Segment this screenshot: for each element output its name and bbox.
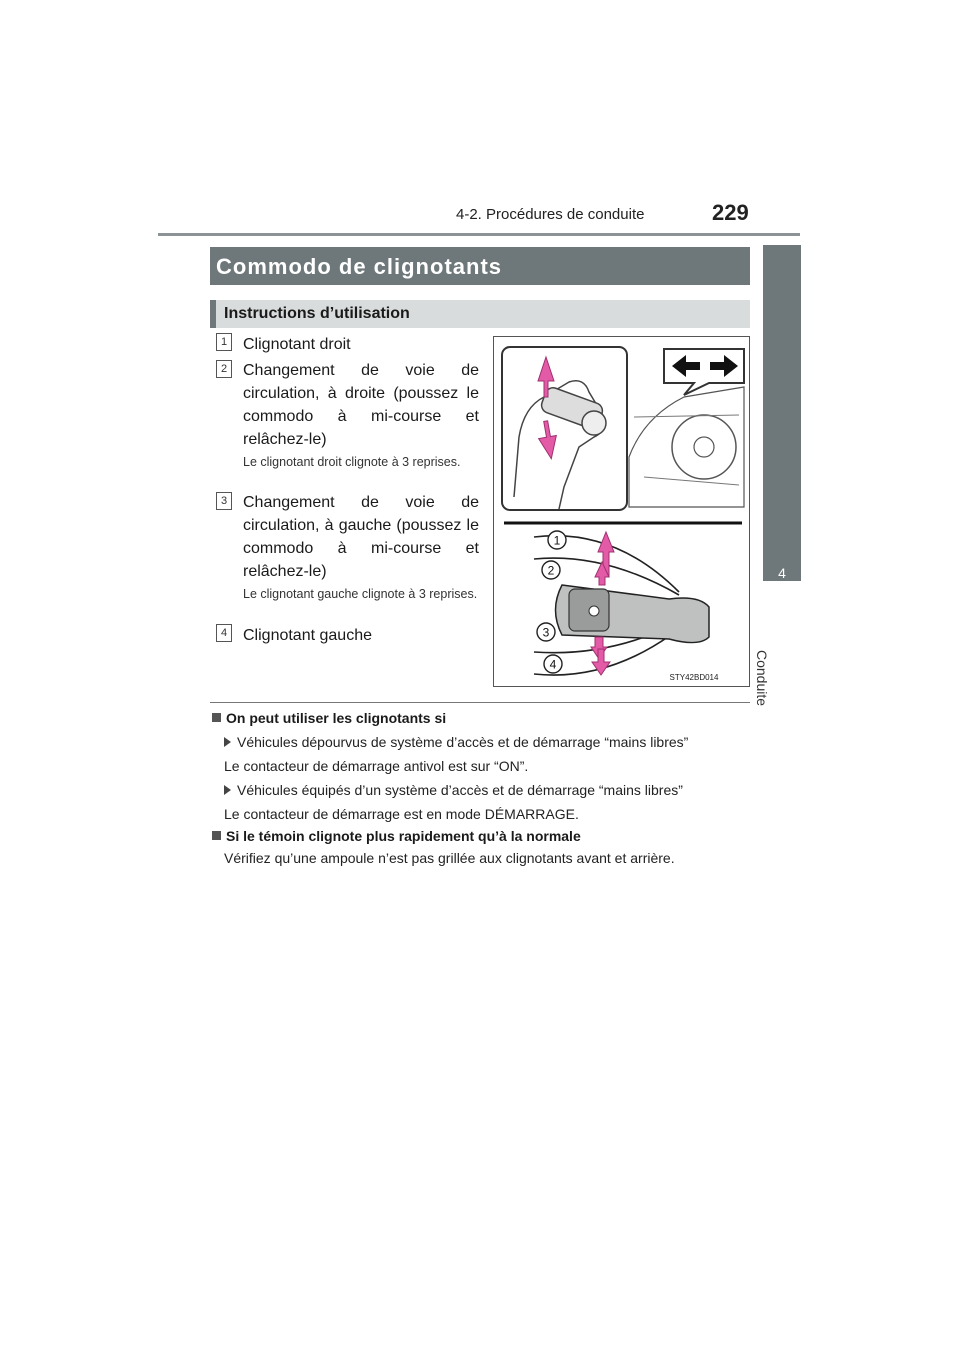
illustration-svg bbox=[494, 337, 749, 686]
note-1-case-1: Véhicules dépourvus de système d’accès et de démarrage “mains libres” bbox=[212, 734, 752, 750]
arrows-callout-box bbox=[664, 349, 744, 395]
item-2-note: Le clignotant droit clignote à 3 reprises. bbox=[243, 455, 461, 469]
item-2-text: Changement de voie de circulation, à droite (poussez le commodo à mi-course et relâchez-le) bbox=[243, 362, 479, 448]
page-number: 229 bbox=[712, 200, 749, 225]
figure-code: STY42BD014 bbox=[669, 673, 719, 682]
chapter-tab bbox=[763, 245, 801, 581]
callout-number-3: 3 bbox=[216, 492, 232, 510]
figure-callout-3-label: 3 bbox=[542, 625, 550, 640]
item-1-text: Clignotant droit bbox=[243, 336, 351, 353]
callout-number-2: 2 bbox=[216, 360, 232, 378]
square-bullet-icon bbox=[212, 831, 221, 840]
note-1-case-2-text: Le contacteur de démarrage est en mode DÉMARRAGE. bbox=[224, 806, 579, 822]
triangle-bullet-icon bbox=[224, 785, 231, 795]
header-rule bbox=[158, 233, 800, 236]
note-1-case-2: Véhicules équipés d’un système d’accès et de démarrage “mains libres” bbox=[212, 782, 752, 798]
chapter-label: Conduite bbox=[754, 650, 770, 707]
section-subtitle: Instructions d’utilisation bbox=[224, 305, 410, 322]
dashboard-outline bbox=[629, 387, 744, 507]
page-title: Commodo de clignotants bbox=[216, 254, 502, 279]
figure-callout-4-label: 4 bbox=[549, 657, 557, 672]
figure-callout-2-label: 2 bbox=[547, 563, 555, 578]
triangle-bullet-icon bbox=[224, 737, 231, 747]
note-section-1 bbox=[212, 710, 752, 866]
note-2-heading: Si le témoin clignote plus rapidement qu’à la normale bbox=[212, 828, 752, 844]
figure-callout-1-label: 1 bbox=[553, 533, 561, 548]
item-3-note: Le clignotant gauche clignote à 3 reprises. bbox=[243, 587, 478, 601]
callout-number-1: 1 bbox=[216, 333, 232, 351]
square-bullet-icon bbox=[212, 713, 221, 722]
note-1-heading: On peut utiliser les clignotants si bbox=[212, 710, 752, 726]
lever-base bbox=[582, 411, 606, 435]
note-1-case-1-text: Le contacteur de démarrage antivol est sur “ON”. bbox=[224, 758, 529, 774]
callout-number-4: 4 bbox=[216, 624, 232, 642]
item-3-text: Changement de voie de circulation, à gauche (poussez le commodo à mi-course et relâchez-le) bbox=[243, 494, 479, 580]
item-4-text: Clignotant gauche bbox=[243, 627, 372, 644]
turn-signal-illustration bbox=[493, 336, 750, 687]
notes-rule bbox=[210, 702, 750, 703]
section-reference: 4-2. Procédures de conduite bbox=[456, 206, 645, 223]
note-2-text: Vérifiez qu’une ampoule n’est pas grillée aux clignotants avant et arrière. bbox=[224, 850, 675, 866]
chapter-number: 4 bbox=[778, 565, 786, 581]
